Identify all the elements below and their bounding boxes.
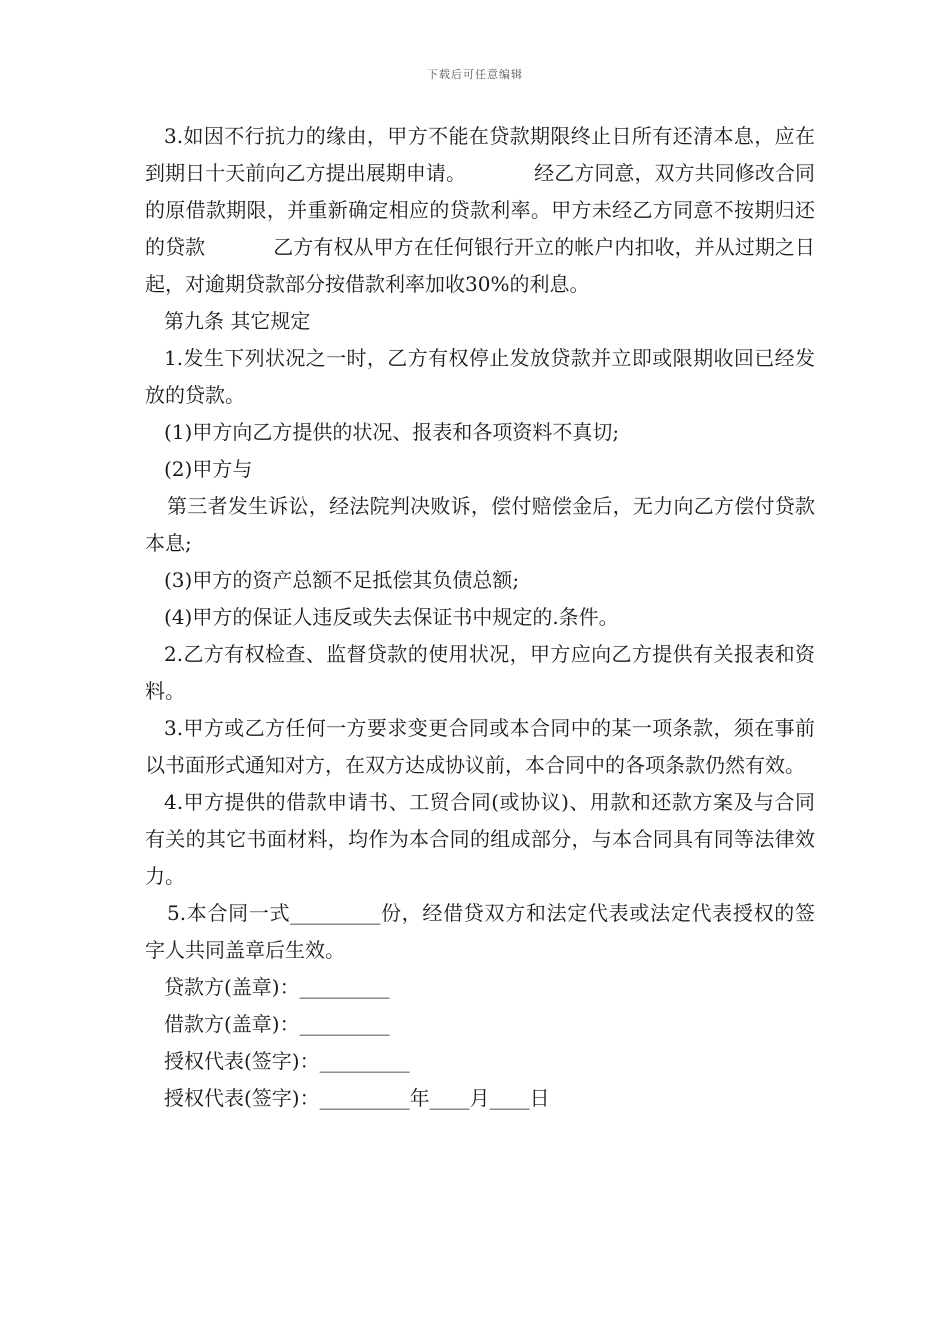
paragraph-text: 3.如因不行抗力的缘由，甲方不能在贷款期限终止日所有还清本息，应在到期日十天前向乙方提出展期申请。 (145, 124, 815, 185)
clause-9-item-1: 1.发生下列状况之一时，乙方有权停止发放贷款并立即或限期收回已经发放的贷款。 (145, 346, 815, 407)
clause-9-item-5: 5.本合同一式_________份，经借贷双方和法定代表或法定代表授权的签字人共同盖章后生效。 (145, 901, 815, 962)
clause-9-item-1-sub-3: (3)甲方的资产总额不足抵偿其负债总额; (164, 568, 520, 592)
borrower-seal-line: 借款方(盖章)：_________ (164, 1012, 390, 1036)
clause-9-item-3: 3.甲方或乙方任何一方要求变更合同或本合同中的某一项条款，须在事前以书面形式通知对方，在双方达成协议前，本合同中的各项条款仍然有效。 (145, 716, 815, 777)
authorized-rep-signature-line: 授权代表(签字)：_________ (164, 1049, 410, 1073)
clause-9-item-1-sub-2: (2)甲方与 (164, 457, 253, 481)
clause-9-item-4: 4.甲方提供的借款申请书、工贸合同(或协议)、用款和还款方案及与合同有关的其它书面材料，均作为本合同的组成部分，与本合同具有同等法律效力。 (145, 790, 815, 888)
paragraph-text-cont: 经乙方同意，双方共同修改合同的原借款期限，并重新确定相应的贷款利率。甲方未经乙方同意不按期归还的贷款 (145, 161, 816, 259)
clause-9-item-1-sub-4: (4)甲方的保证人违反或失去保证书中规定的.条件。 (164, 605, 619, 629)
page-header: 下载后可任意编辑 (427, 68, 523, 81)
clause-9-heading: 第九条 其它规定 (164, 309, 311, 333)
document-body (145, 118, 815, 1117)
clause-8-item-3 (145, 118, 815, 303)
paragraph-text-cont2: 乙方有权从甲方在任何银行开立的帐户内扣收，并从过期之日起，对逾期贷款部分按借款利率加收30%的利息。 (145, 235, 816, 296)
clause-9-item-2: 2.乙方有权检查、监督贷款的使用状况，甲方应向乙方提供有关报表和资料。 (145, 642, 815, 703)
clause-9-item-1-sub-2-cont: 第三者发生诉讼，经法院判决败诉，偿付赔偿金后，无力向乙方偿付贷款本息; (145, 494, 815, 555)
lender-seal-line: 贷款方(盖章)：_________ (164, 975, 390, 999)
authorized-rep-signature-date-line: 授权代表(签字)：_________年____月____日 (164, 1086, 550, 1110)
clause-9-item-1-sub-1: (1)甲方向乙方提供的状况、报表和各项资料不真切; (164, 420, 620, 444)
